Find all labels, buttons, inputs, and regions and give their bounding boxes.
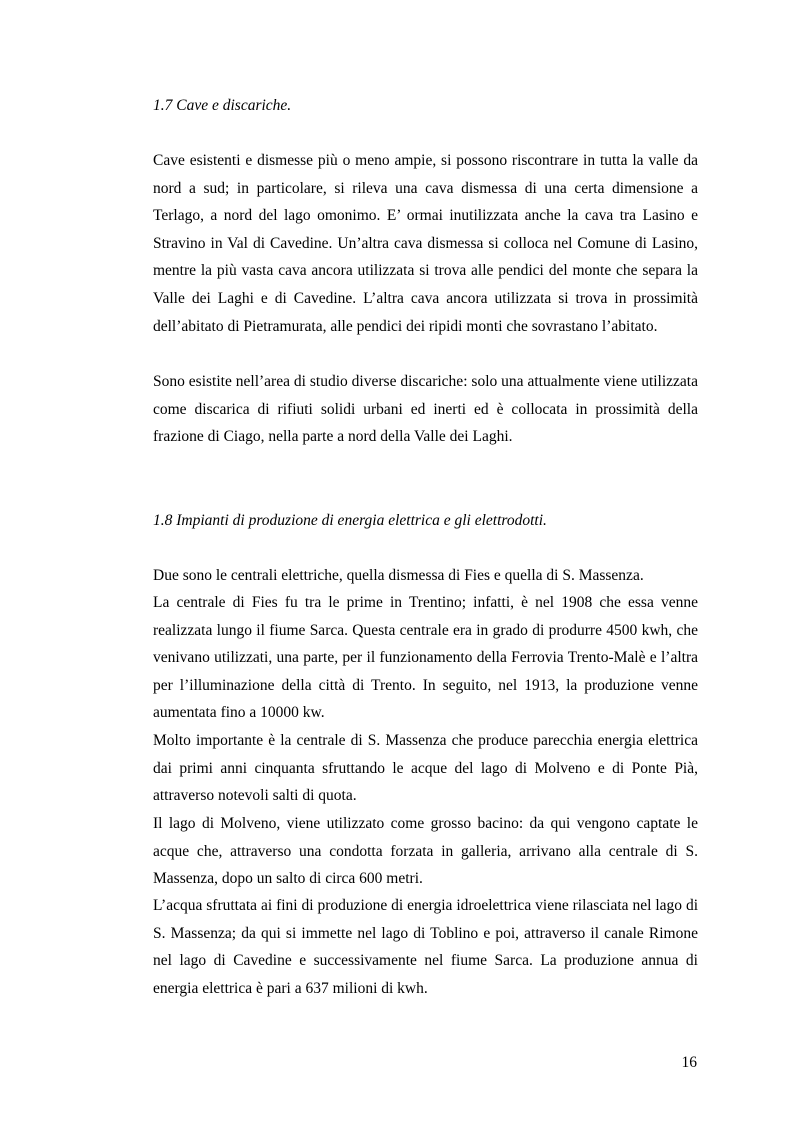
paragraph-discariche: Sono esistite nell’area di studio diverse discariche: solo una attualmente viene utilizzata come discarica di rifiuti solidi urbani ed inerti ed è collocata in prossimità della frazione di Ciago, nella parte a nord della Valle dei Laghi.	[153, 373, 698, 446]
paragraph-centrali-intro: Due sono le centrali elettriche, quella dismessa di Fies e quella di S. Massenza.	[153, 567, 644, 584]
paragraph-acqua-sfruttata: L’acqua sfruttata ai fini di produzione di energia idroelettrica viene rilasciata nel lago di S. Massenza; da qui si immette nel lago di Toblino e poi, attraverso il canale Rimone nel lago di Cavedine e successivamente nel fiume Sarca. La produzione annua di energia elettrica è pari a 637 milioni di kwh.	[153, 897, 698, 997]
paragraph-centrale-massenza: Molto importante è la centrale di S. Massenza che produce parecchia energia elettrica dai primi anni cinquanta sfruttando le acque del lago di Molveno e di Ponte Pià, attraverso notevoli salti di quota.	[153, 732, 698, 805]
paragraph-centrale-fies: La centrale di Fies fu tra le prime in Trentino; infatti, è nel 1908 che essa venne realizzata lungo il fiume Sarca. Questa centrale era in grado di produrre 4500 kwh, che venivano utilizzati, una parte, per il funzionamento della Ferrovia Trento-Malè e l’altra per l’illuminazione della città di Trento. In seguito, nel 1913, la produzione venne aumentata fino a 10000 kw.	[153, 594, 698, 722]
section-heading-impianti-energia: 1.8 Impianti di produzione di energia elettrica e gli elettrodotti.	[153, 512, 547, 529]
paragraph-lago-molveno: Il lago di Molveno, viene utilizzato come grosso bacino: da qui vengono captate le acque che, attraverso una condotta forzata in galleria, arrivano alla centrale di S. Massenza, dopo un salto di circa 600 metri.	[153, 815, 698, 888]
page-number: 16	[681, 1054, 697, 1071]
paragraph-cave: Cave esistenti e dismesse più o meno ampie, si possono riscontrare in tutta la valle da nord a sud; in particolare, si rileva una cava dismessa di una certa dimensione a Terlago, a nord del lago omonimo. E’ ormai inutilizzata anche la cava tra Lasino e Stravino in Val di Cavedine. Un’altra cava dismessa si colloca nel Comune di Lasino, mentre la più vasta cava ancora utilizzata si trova alle pendici del monte che separa la Valle dei Laghi e di Cavedine. L’altra cava ancora utilizzata si trova in prossimità dell’abitato di Pietramurata, alle pendici dei ripidi monti che sovrastano l’abitato.	[153, 152, 698, 335]
section-heading-cave-discariche: 1.7 Cave e discariche.	[153, 97, 292, 114]
